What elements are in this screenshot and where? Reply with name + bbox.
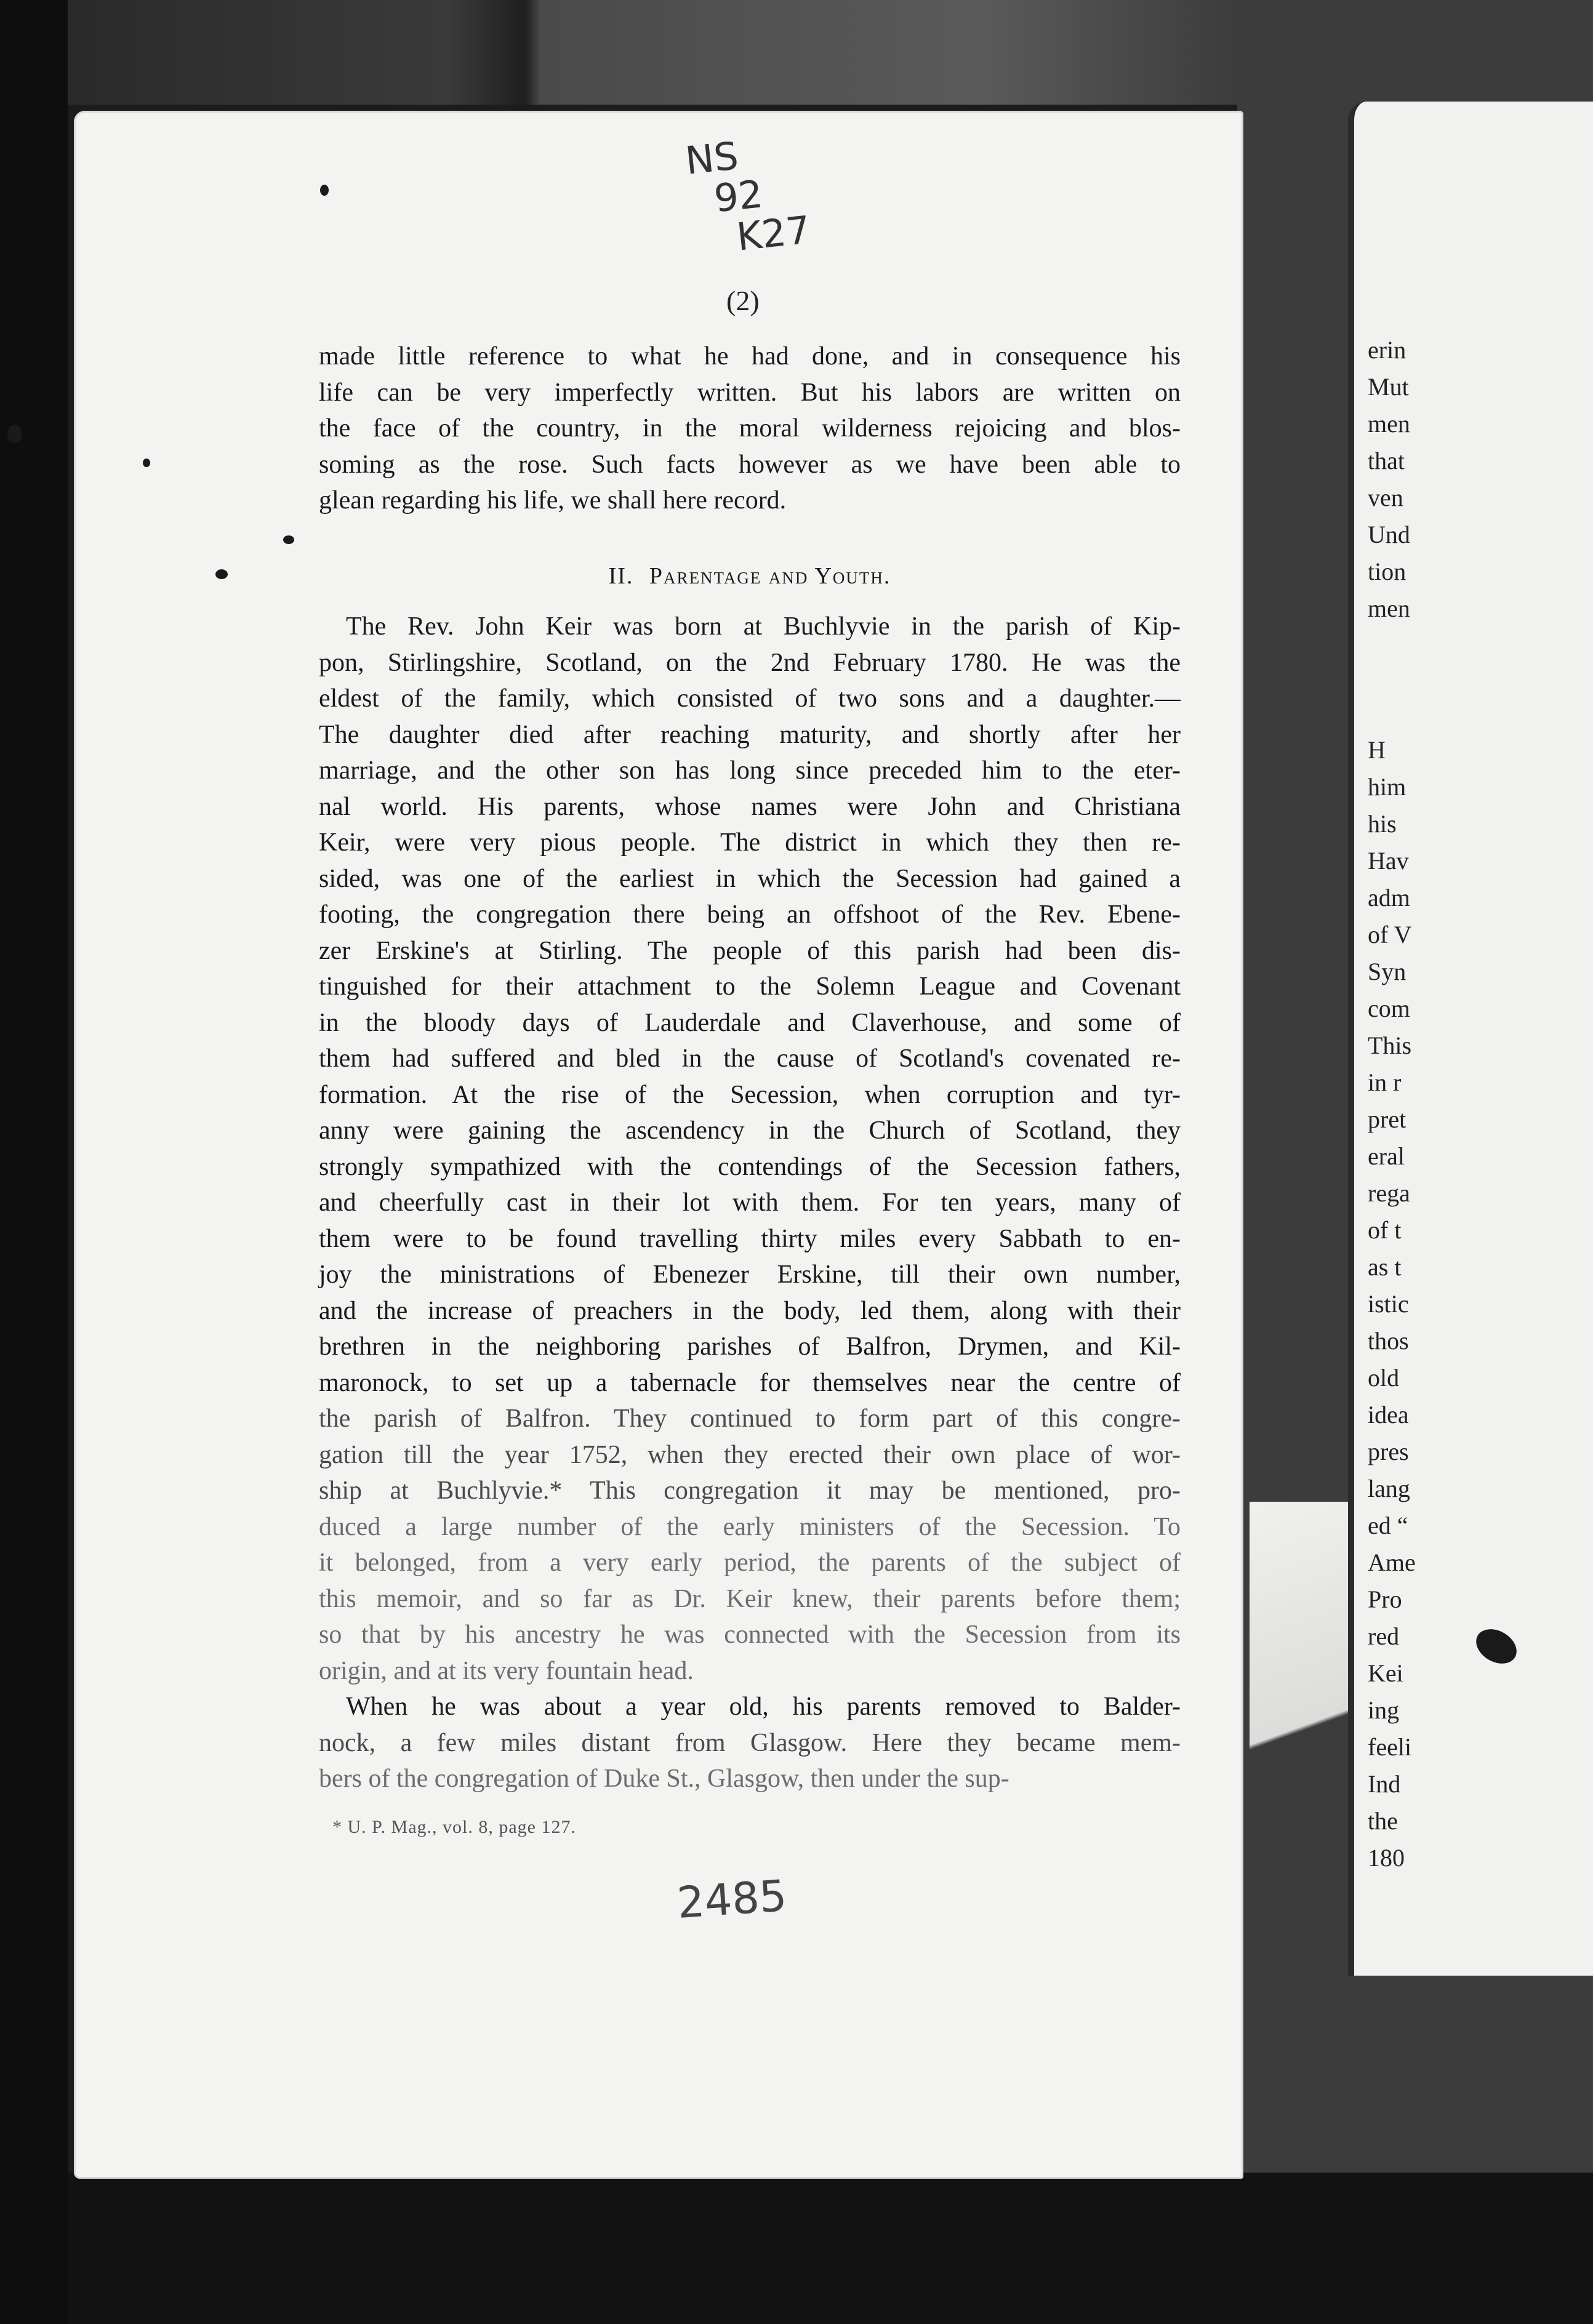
- fragment-text: feeli: [1368, 1733, 1412, 1761]
- fragment-text: his: [1368, 810, 1397, 838]
- fragment-text: H: [1368, 736, 1386, 764]
- text-line: The daughter died after reaching maturity, and shortly after her: [319, 720, 1181, 749]
- text-line: Keir, were very pious people. The district in which they then re-: [319, 828, 1181, 857]
- text-line: the parish of Balfron. They continued to form part of this congre-: [319, 1404, 1181, 1433]
- text-line: sided, was one of the earliest in which the Secession had gained a: [319, 864, 1181, 893]
- fragment-text: com: [1368, 995, 1410, 1022]
- text-line: origin, and at its very fountain head.: [319, 1656, 694, 1685]
- text-line: anny were gaining the ascendency in the Church of Scotland, they: [319, 1116, 1181, 1145]
- text-line: maronock, to set up a tabernacle for themselves near the centre of: [319, 1368, 1181, 1397]
- fragment-text: Ind: [1368, 1770, 1401, 1798]
- fragment-text: lang: [1368, 1475, 1410, 1502]
- fragment-text: istic: [1368, 1290, 1409, 1318]
- text-line: ship at Buchlyvie.* This congregation it may be mentioned, pro-: [319, 1477, 1181, 1505]
- text-line: the face of the country, in the moral wilderness rejoicing and blos-: [319, 414, 1181, 443]
- fragment-text: pret: [1368, 1105, 1406, 1133]
- text-line: and cheerfully cast in their lot with them. For ten years, many of: [319, 1188, 1181, 1217]
- fragment-text: the: [1368, 1807, 1398, 1835]
- fragment-text: Syn: [1368, 958, 1406, 985]
- footnote: * U. P. Mag., vol. 8, page 127.: [332, 1817, 576, 1837]
- text-line: strongly sympathized with the contendings of the Secession fathers,: [319, 1152, 1181, 1181]
- fragment-text: 180: [1368, 1844, 1405, 1872]
- fragment-text: tion: [1368, 558, 1406, 585]
- scan-speck: [320, 185, 329, 196]
- text-line: life can be very imperfectly written. But his labors are written on: [319, 378, 1181, 407]
- fragment-text: red: [1368, 1622, 1400, 1650]
- fragment-text: of V: [1368, 921, 1412, 948]
- fragment-text: adm: [1368, 884, 1410, 912]
- text-line: gation till the year 1752, when they erected their own place of wor-: [319, 1440, 1181, 1469]
- text-line: nock, a few miles distant from Glasgow. Here they became mem-: [319, 1728, 1181, 1757]
- fragment-text: thos: [1368, 1327, 1409, 1355]
- body-text: [319, 339, 1181, 1797]
- page-number: (2): [726, 285, 760, 316]
- scan-border-bottom: [68, 2173, 1593, 2324]
- handwritten-call-number: [683, 124, 855, 262]
- section-heading: [319, 558, 1181, 595]
- scan-speck: [215, 569, 228, 579]
- text-line: them had suffered and bled in the cause of Scotland's covenated re-: [319, 1044, 1181, 1073]
- fragment-text: Und: [1368, 521, 1410, 548]
- fragment-text: pres: [1368, 1438, 1409, 1465]
- text-line: marriage, and the other son has long since preceded him to the eter-: [319, 756, 1181, 785]
- text-line: bers of the congregation of Duke St., Glasgow, then under the sup-: [319, 1765, 1009, 1793]
- text-line: duced a large number of the early ministers of the Secession. To: [319, 1512, 1181, 1541]
- pencil-annotation: 2485: [675, 1870, 788, 1929]
- text-line: glean regarding his life, we shall here record.: [319, 486, 787, 515]
- text-line: The Rev. John Keir was born at Buchlyvie in the parish of Kip-: [346, 612, 1181, 641]
- text-line: pon, Stirlingshire, Scotland, on the 2nd February 1780. He was the: [319, 648, 1181, 677]
- text-line: it belonged, from a very early period, the parents of the subject of: [319, 1549, 1181, 1577]
- fragment-text: old: [1368, 1364, 1400, 1392]
- section-title: Parentage and Youth.: [649, 563, 891, 589]
- fragment-text: Ame: [1368, 1549, 1416, 1576]
- fragment-text: him: [1368, 773, 1406, 801]
- text-line: brethren in the neighboring parishes of Balfron, Drymen, and Kil-: [319, 1332, 1181, 1361]
- text-line: soming as the rose. Such facts however as we have been able to: [319, 450, 1181, 479]
- text-line: tinguished for their attachment to the Solemn League and Covenant: [319, 972, 1181, 1001]
- text-line: made little reference to what he had done, and in consequence his: [319, 342, 1181, 371]
- scan-speck: [283, 535, 294, 544]
- opening-paragraph: [319, 339, 1181, 519]
- text-line: eldest of the family, which consisted of two sons and a daughter.—: [319, 684, 1181, 713]
- text-line: this memoir, and so far as Dr. Keir knew, their parents before them;: [319, 1584, 1181, 1613]
- fragment-text: This: [1368, 1032, 1412, 1059]
- fragment-text: ed “: [1368, 1512, 1408, 1539]
- adjacent-page: [1348, 102, 1593, 1976]
- text-line: in the bloody days of Lauderdale and Claverhouse, and some of: [319, 1008, 1181, 1037]
- fragment-text: Mut: [1368, 373, 1409, 401]
- fragment-text: ven: [1368, 484, 1403, 511]
- fragment-text: men: [1368, 595, 1410, 622]
- fragment-text: that: [1368, 447, 1405, 475]
- text-line: footing, the congregation there being an offshoot of the Rev. Ebene-: [319, 900, 1181, 929]
- text-line: zer Erskine's at Stirling. The people of this parish had been dis-: [319, 936, 1181, 965]
- fragment-text: rega: [1368, 1179, 1410, 1207]
- text-line: When he was about a year old, his parents removed to Balder-: [346, 1693, 1181, 1721]
- paragraph-removal: [319, 1689, 1181, 1797]
- fragment-text: Hav: [1368, 847, 1409, 875]
- fragment-text: of t: [1368, 1216, 1402, 1244]
- fragment-text: men: [1368, 410, 1410, 438]
- text-line: them were to be found travelling thirty miles every Sabbath to en-: [319, 1224, 1181, 1253]
- fragment-text: eral: [1368, 1142, 1405, 1170]
- text-line: joy the ministrations of Ebenezer Erskine, till their own number,: [319, 1260, 1181, 1289]
- text-line: nal world. His parents, whose names were John and Christiana: [319, 792, 1181, 821]
- scan-speck: [143, 459, 150, 467]
- call-number-line: NS: [683, 133, 740, 183]
- scan-border-left: [0, 0, 68, 2324]
- call-number-line: 92: [712, 171, 765, 222]
- text-line: so that by his ancestry he was connected with the Secession from its: [319, 1621, 1181, 1649]
- fragment-text: Kei: [1368, 1659, 1403, 1687]
- fragment-text: Pro: [1368, 1585, 1402, 1613]
- section-number: II.: [608, 563, 634, 589]
- paragraph-parentage: [319, 609, 1181, 1689]
- fragment-text: ing: [1368, 1696, 1400, 1724]
- text-line: formation. At the rise of the Secession, when corruption and tyr-: [319, 1080, 1181, 1109]
- fragment-text: erin: [1368, 336, 1406, 364]
- scan-speck: [7, 425, 22, 443]
- fragment-text: as t: [1368, 1253, 1402, 1281]
- fragment-text: in r: [1368, 1068, 1402, 1096]
- text-line: and the increase of preachers in the body, led them, along with their: [319, 1296, 1181, 1325]
- call-number-line: K27: [734, 207, 813, 260]
- fragment-text: idea: [1368, 1401, 1409, 1428]
